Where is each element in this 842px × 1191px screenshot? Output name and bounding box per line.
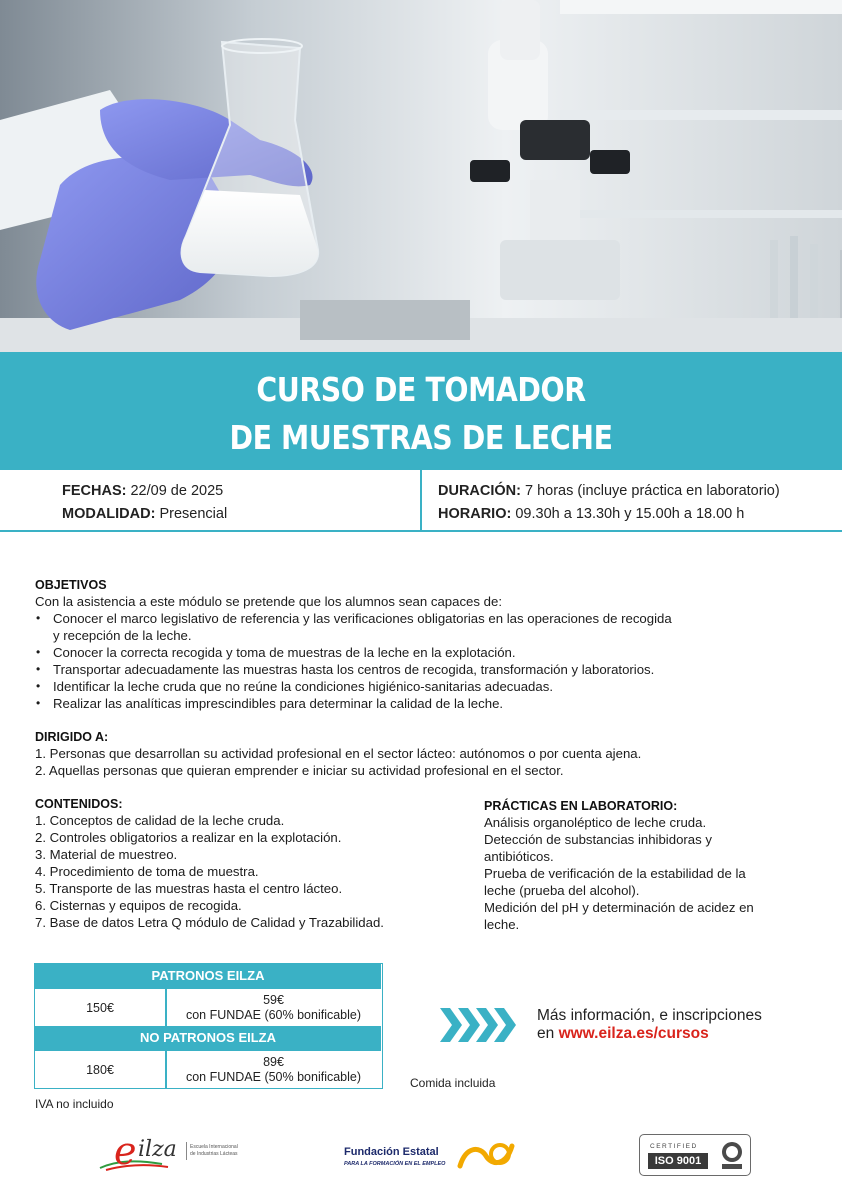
objetivo-item: Realizar las analíticas imprescindibles para determinar la calidad de la leche.: [53, 696, 504, 711]
course-title-line2: DE MUESTRAS DE LECHE: [229, 418, 613, 457]
lab-scene-illustration: [0, 0, 842, 352]
modalidad-label: MODALIDAD:: [62, 506, 156, 522]
practica-line: Medición del pH y determinación de acidez en: [484, 900, 754, 915]
chevrons-arrow-icon: [440, 1006, 518, 1044]
cta-prefix: en: [537, 1025, 559, 1042]
fundae-logo: [344, 1140, 524, 1172]
fundae-title: Fundación Estatal: [344, 1146, 439, 1158]
fechas-label: FECHAS:: [62, 483, 127, 499]
horario-row: [438, 506, 744, 522]
eilza-subtitle: [190, 1144, 238, 1158]
bullet-icon: •: [36, 696, 41, 710]
logo-divider: [186, 1142, 187, 1160]
contenido-item: 4. Procedimiento de toma de muestra.: [35, 864, 259, 879]
practica-line: Prueba de verificación de la estabilidad de la: [484, 866, 746, 881]
contenidos-heading: CONTENIDOS:: [35, 797, 123, 811]
bureau-veritas-seal-icon: [718, 1140, 746, 1172]
bullet-icon: •: [36, 662, 41, 676]
contenido-item: 6. Cisternas y equipos de recogida.: [35, 898, 242, 913]
patronos-header: PATRONOS EILZA: [35, 964, 381, 988]
modalidad-row: [62, 506, 227, 522]
eilza-logo-name: ilza: [138, 1137, 177, 1162]
cursos-link[interactable]: www.eilza.es/cursos: [558, 1025, 709, 1042]
dirigido-item: 1. Personas que desarrollan su actividad profesional en el sector lácteo: autónomos o por cuenta ajena.: [35, 746, 642, 761]
objetivo-item: Conocer el marco legislativo de referencia y las verificaciones obligatorias en las operaciones de recogida: [53, 611, 672, 626]
comida-note: Comida incluida: [410, 1076, 496, 1090]
eilza-subtitle-line: de Industrias Lácteas: [190, 1151, 238, 1157]
no-patronos-price: 180€: [35, 1050, 165, 1088]
contenido-item: 1. Conceptos de calidad de la leche cruda.: [35, 813, 285, 828]
bullet-icon: •: [36, 679, 41, 693]
course-title-line1: CURSO DE TOMADOR: [256, 370, 586, 409]
no-patronos-header: NO PATRONOS EILZA: [35, 1026, 381, 1050]
patronos-fundae-text: con FUNDAE (60% bonificable): [185, 1008, 362, 1022]
patronos-fundae-price: 59€: [263, 993, 284, 1007]
fundae-subtitle: PARA LA FORMACIÓN EN EL EMPLEO: [344, 1161, 446, 1167]
patronos-price: 150€: [35, 988, 165, 1026]
eilza-subtitle-line: Escuela Internacional: [190, 1144, 238, 1150]
objetivo-item: Transportar adecuadamente las muestras hasta los centros de recogida, transformación y laboratorios.: [53, 662, 655, 677]
objetivos-heading: OBJETIVOS: [35, 578, 107, 592]
hero-photo: [0, 0, 842, 352]
practica-line: antibióticos.: [484, 849, 554, 864]
iso-name: ISO 9001: [648, 1153, 708, 1169]
objetivos-intro: Con la asistencia a este módulo se pretende que los alumnos sean capaces de:: [35, 594, 502, 609]
practica-line: Análisis organoléptico de leche cruda.: [484, 815, 707, 830]
iso-9001-badge: [639, 1134, 751, 1176]
fechas-value: 22/09 de 2025: [130, 483, 224, 499]
eilza-logo: [98, 1130, 238, 1176]
practica-line: Detección de substancias inhibidoras y: [484, 832, 712, 847]
contenido-item: 3. Material de muestreo.: [35, 847, 178, 862]
duracion-label: DURACIÓN:: [438, 483, 521, 499]
info-divider: [420, 470, 422, 532]
no-patronos-fundae-cell: [166, 1050, 381, 1088]
horario-value: 09.30h a 13.30h y 15.00h a 18.00 h: [515, 506, 745, 522]
iso-certified-label: CERTIFIED: [650, 1143, 698, 1150]
pricing-table: [34, 963, 383, 1089]
contenido-item: 5. Transporte de las muestras hasta el centro lácteo.: [35, 881, 343, 896]
dirigido-heading: DIRIGIDO A:: [35, 730, 109, 744]
cta-link-line: [537, 1025, 709, 1043]
fechas-row: [62, 483, 223, 499]
objetivo-item: Identificar la leche cruda que no reúne la condiciones higiénico-sanitarias adecuadas.: [53, 679, 553, 694]
objetivo-item-continued: y recepción de la leche.: [53, 628, 192, 643]
practicas-heading: PRÁCTICAS EN LABORATORIO:: [484, 799, 678, 813]
horario-label: HORARIO:: [438, 506, 512, 522]
duracion-value: 7 horas (incluye práctica en laboratorio): [525, 483, 780, 499]
table-divider: [165, 1050, 167, 1088]
practica-line: leche.: [484, 917, 520, 932]
contenido-item: 7. Base de datos Letra Q módulo de Calidad y Trazabilidad.: [35, 915, 384, 930]
modalidad-value: Presencial: [159, 506, 228, 522]
no-patronos-fundae-price: 89€: [263, 1055, 284, 1069]
iva-note: IVA no incluido: [35, 1097, 114, 1111]
duracion-row: [438, 483, 780, 499]
contenido-item: 2. Controles obligatorios a realizar en la explotación.: [35, 830, 342, 845]
patronos-fundae-cell: [166, 988, 381, 1026]
dirigido-item: 2. Aquellas personas que quieran emprender e iniciar su actividad profesional en el sector.: [35, 763, 564, 778]
practica-line: leche (prueba del alcohol).: [484, 883, 640, 898]
fundae-infinity-icon: [456, 1140, 518, 1172]
eilza-logo-initial: e: [114, 1129, 137, 1173]
no-patronos-fundae-text: con FUNDAE (50% bonificable): [185, 1070, 362, 1084]
bullet-icon: •: [36, 645, 41, 659]
objetivo-item: Conocer la correcta recogida y toma de muestras de la leche en la explotación.: [53, 645, 516, 660]
cta-info-text: Más información, e inscripciones: [537, 1007, 762, 1024]
bullet-icon: •: [36, 611, 41, 625]
table-divider: [165, 988, 167, 1026]
